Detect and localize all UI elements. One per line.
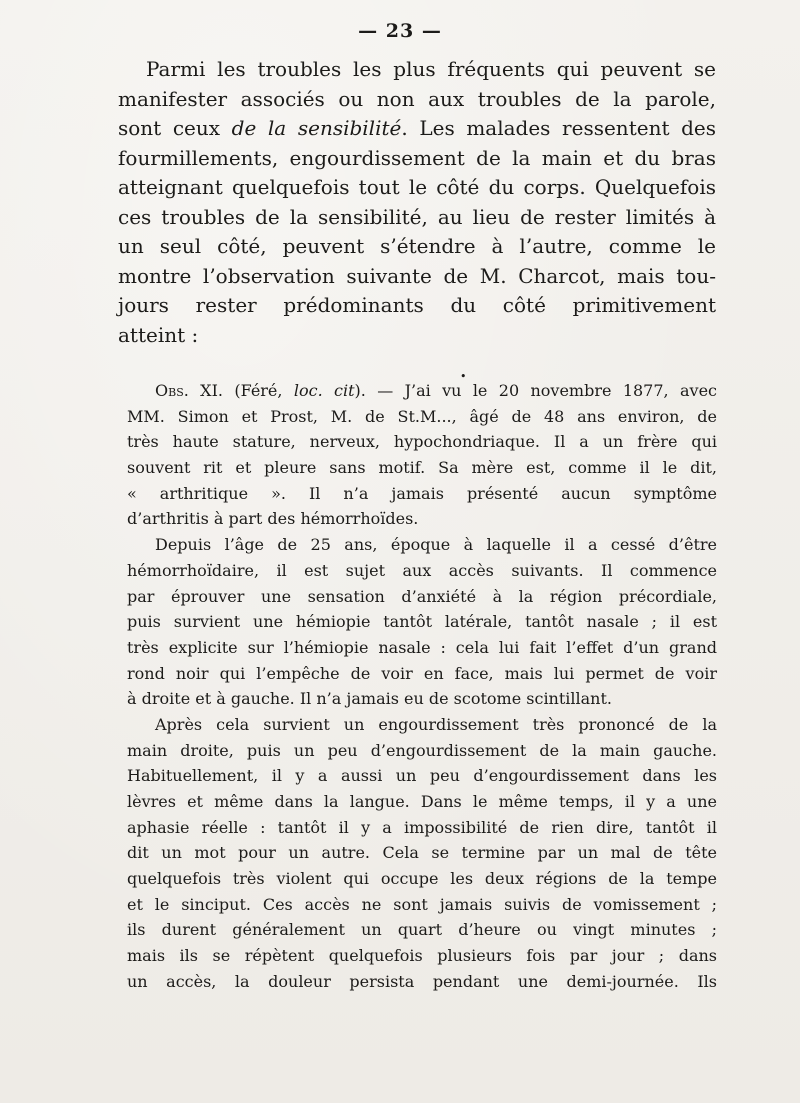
intro-line-3 (118, 114, 716, 144)
ink-mark: • (460, 370, 467, 383)
obs-line-1 (127, 378, 717, 404)
obs-line: « arthritique ». Il n’a jamais présenté aucun symptôme (127, 483, 717, 503)
intro-line: Parmi les troubles les plus fréquents qui peuvent se (146, 57, 716, 81)
intro-line: jours rester prédominants du côté primitivement (118, 293, 716, 317)
obs-line: d’arthritis à part des hémorrhoïdes. (127, 509, 419, 529)
observation-paragraph (127, 378, 717, 995)
obs-label: Obs. XI. (155, 381, 223, 400)
obs-line: dit un mot pour un autre. Cela se termine par un mal de tête (127, 843, 717, 863)
obs-line: Après cela survient un engourdissement très prononcé de la (155, 714, 717, 734)
intro-line-3-end: . Les malades ressentent des (401, 116, 716, 140)
intro-line: montre l’observation suivante de M. Charcot, mais tou- (118, 263, 716, 288)
obs-line: très explicite sur l’hémiopie nasale : cela lui fait l’effet d’un grand (127, 637, 717, 657)
intro-line: fourmillements, engourdissement de la main et du bras (118, 145, 716, 170)
citation-italic: loc. cit (293, 381, 355, 400)
page-number: — 23 — (358, 20, 442, 42)
obs-line: quelquefois très violent qui occupe les deux régions de la tempe (127, 869, 717, 889)
obs-line-1-start: (Féré, (222, 381, 294, 400)
obs-line: par éprouver une sensation d’anxiété à la région précordiale, (127, 586, 717, 606)
intro-line-3-start: sont ceux (118, 116, 232, 140)
intro-line: atteint : (118, 322, 199, 347)
obs-line: ils durent généralement un quart d’heure ou vingt minutes ; (127, 920, 717, 940)
obs-line: lèvres et même dans la langue. Dans le même temps, il y a une (127, 792, 717, 811)
intro-line: ces troubles de la sensibilité, au lieu de rester limités à (118, 204, 716, 229)
obs-line: MM. Simon et Prost, M. de St.M..., âgé de 48 ans environ, de (127, 406, 717, 426)
obs-line: un accès, la douleur persista pendant une demi-journée. Ils (127, 971, 717, 991)
italic-phrase: de la sensibilité (231, 116, 402, 140)
obs-line: mais ils se répètent quelquefois plusieurs fois par jour ; dans (127, 946, 717, 966)
obs-line: à droite et à gauche. Il n’a jamais eu de scotome scintillant. (127, 689, 612, 709)
intro-line: un seul côté, peuvent s’étendre à l’autre, comme le (118, 234, 716, 258)
obs-line: main droite, puis un peu d’engourdissement de la main gauche. (127, 740, 717, 760)
intro-paragraph (118, 55, 716, 350)
obs-line: très haute stature, nerveux, hypochondriaque. Il a un frère qui (127, 432, 717, 452)
obs-line: souvent rit et pleure sans motif. Sa mère est, comme il le dit, (127, 458, 717, 478)
obs-line: Habituellement, il y a aussi un peu d’engourdissement dans les (127, 766, 717, 786)
obs-line: aphasie réelle : tantôt il y a impossibilité de rien dire, tantôt il (127, 817, 717, 837)
obs-line: hémorrhoïdaire, il est sujet aux accès suivants. Il commence (127, 560, 717, 580)
obs-line: rond noir qui l’empêche de voir en face, mais lui permet de voir (127, 663, 717, 683)
intro-line: manifester associés ou non aux troubles de la parole, (118, 86, 716, 111)
obs-line: puis survient une hémiopie tantôt latérale, tantôt nasale ; il est (127, 612, 717, 632)
intro-line: atteignant quelquefois tout le côté du corps. Quelquefois (118, 175, 716, 199)
obs-line-1-end: ). — J’ai vu le 20 novembre 1877, avec (354, 381, 717, 400)
obs-line: et le sinciput. Ces accès ne sont jamais suivis de vomissement ; (127, 894, 717, 914)
obs-line: Depuis l’âge de 25 ans, époque à laquelle il a cessé d’être (155, 535, 717, 555)
